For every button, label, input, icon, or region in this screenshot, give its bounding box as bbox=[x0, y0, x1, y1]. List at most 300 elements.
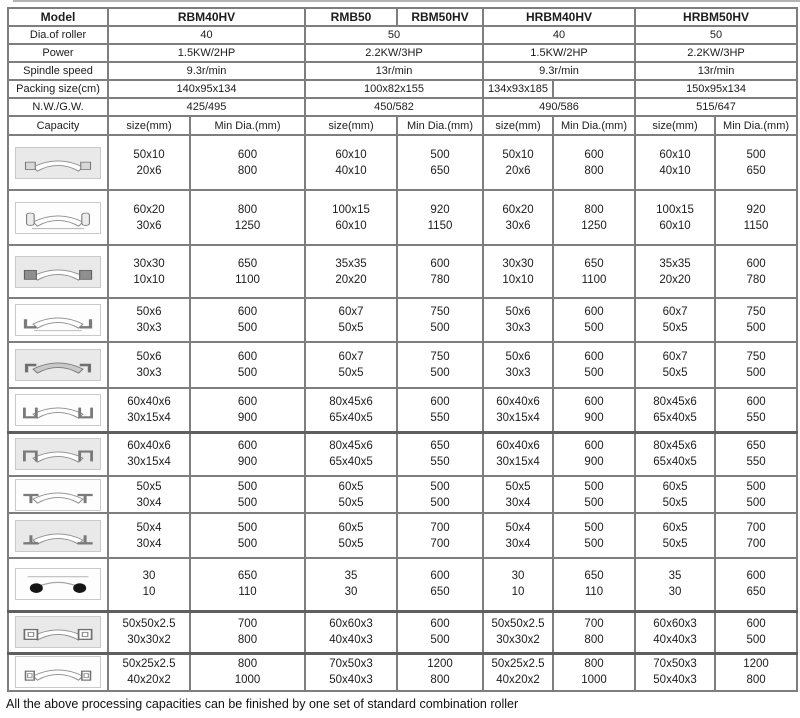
size-value: 60x7 bbox=[338, 351, 364, 363]
capacity-min-dia-cell bbox=[397, 190, 483, 245]
profile-square-bar-icon bbox=[15, 256, 101, 288]
size-value: 30x6 bbox=[505, 219, 531, 232]
min-dia-value: 1200 bbox=[427, 658, 453, 671]
capacity-row bbox=[8, 476, 797, 513]
capacity-size-cell bbox=[483, 513, 553, 558]
capacity-min-dia-cell bbox=[715, 342, 797, 388]
spec-value: 40 bbox=[108, 26, 305, 44]
capacity-size-cell bbox=[108, 245, 190, 298]
min-dia-value: 500 bbox=[237, 537, 258, 550]
min-dia-header: Min Dia.(mm) bbox=[397, 116, 483, 135]
min-dia-value: 800 bbox=[430, 674, 450, 687]
size-value: 65x40x5 bbox=[653, 411, 697, 424]
capacity-min-dia-cell bbox=[397, 298, 483, 342]
min-dia-value: 650 bbox=[237, 570, 258, 583]
size-value: 50x6 bbox=[505, 351, 531, 363]
capacity-size-cell bbox=[305, 298, 397, 342]
capacity-min-dia-cell bbox=[553, 135, 635, 190]
min-dia-value: 600 bbox=[746, 618, 766, 630]
size-value: 50x4 bbox=[136, 521, 162, 534]
min-dia-value: 500 bbox=[746, 480, 766, 493]
min-dia-value: 600 bbox=[584, 306, 604, 318]
min-dia-value: 550 bbox=[746, 411, 766, 424]
min-dia-value: 550 bbox=[746, 456, 766, 469]
capacity-row bbox=[8, 388, 797, 432]
spec-value: 2.2KW/3HP bbox=[305, 44, 483, 62]
size-value: 30x4 bbox=[136, 537, 162, 550]
size-value: 35x35 bbox=[659, 257, 691, 270]
capacity-size-cell bbox=[635, 190, 715, 245]
capacity-size-cell bbox=[305, 558, 397, 611]
min-dia-value: 750 bbox=[430, 351, 450, 363]
capacity-icon-cell bbox=[8, 653, 108, 691]
min-dia-value: 550 bbox=[430, 411, 450, 424]
min-dia-value: 650 bbox=[237, 257, 258, 270]
capacity-min-dia-cell bbox=[715, 388, 797, 432]
min-dia-value: 600 bbox=[430, 257, 450, 270]
min-dia-value: 600 bbox=[584, 351, 604, 363]
size-value: 40x10 bbox=[335, 164, 367, 177]
spec-value: 150x95x134 bbox=[635, 80, 797, 98]
min-dia-value: 900 bbox=[237, 411, 258, 424]
capacity-size-cell bbox=[483, 558, 553, 611]
size-value: 100x15 bbox=[656, 203, 694, 216]
capacity-min-dia-cell bbox=[190, 342, 305, 388]
capacity-min-dia-cell bbox=[553, 342, 635, 388]
min-dia-value: 500 bbox=[584, 322, 604, 334]
spec-value: 134x93x185 bbox=[483, 80, 553, 98]
size-value: 50x6 bbox=[136, 351, 162, 363]
size-value: 50x40x3 bbox=[329, 674, 373, 687]
size-value: 40x20x2 bbox=[496, 674, 540, 687]
min-dia-value: 600 bbox=[584, 148, 604, 161]
capacity-min-dia-cell bbox=[397, 432, 483, 476]
size-value: 50x10 bbox=[502, 148, 534, 161]
capacity-size-cell bbox=[108, 432, 190, 476]
capacity-min-dia-cell bbox=[715, 298, 797, 342]
profile-tee-out-icon bbox=[15, 479, 101, 511]
spec-label: Packing size(cm) bbox=[8, 80, 108, 98]
size-value: 40x40x3 bbox=[653, 634, 697, 646]
min-dia-value: 800 bbox=[584, 164, 604, 177]
spec-row-packing-size bbox=[8, 80, 797, 98]
capacity-icon-cell bbox=[8, 513, 108, 558]
profile-rect-tube-icon bbox=[15, 656, 101, 688]
size-value: 60x40x6 bbox=[496, 440, 540, 453]
min-dia-value: 500 bbox=[237, 521, 258, 534]
size-value: 50x5 bbox=[338, 537, 364, 550]
capacity-min-dia-cell bbox=[397, 388, 483, 432]
size-value: 30x30x2 bbox=[496, 634, 540, 646]
min-dia-value: 800 bbox=[237, 634, 258, 646]
capacity-min-dia-cell bbox=[397, 476, 483, 513]
min-dia-value: 500 bbox=[746, 367, 766, 379]
min-dia-value: 1000 bbox=[234, 674, 261, 687]
size-value: 30x15x4 bbox=[496, 411, 540, 424]
spec-row-spindle-speed bbox=[8, 62, 797, 80]
capacity-min-dia-cell bbox=[553, 190, 635, 245]
size-value: 40x40x3 bbox=[329, 634, 373, 646]
size-value: 60x5 bbox=[338, 480, 364, 493]
capacity-size-cell bbox=[305, 476, 397, 513]
capacity-size-cell bbox=[305, 190, 397, 245]
size-value: 50x5 bbox=[505, 480, 531, 493]
capacity-size-cell bbox=[483, 298, 553, 342]
capacity-size-cell bbox=[108, 190, 190, 245]
profile-channel-out-icon bbox=[15, 394, 101, 426]
min-dia-value: 500 bbox=[746, 148, 766, 161]
size-value: 50x50x2.5 bbox=[491, 618, 545, 630]
size-value: 50x5 bbox=[338, 322, 364, 334]
size-value: 20x6 bbox=[136, 164, 162, 177]
size-value: 30x6 bbox=[136, 219, 162, 232]
min-dia-value: 700 bbox=[746, 521, 766, 534]
capacity-size-cell bbox=[108, 135, 190, 190]
size-value: 50x25x2.5 bbox=[122, 658, 176, 671]
capacity-size-cell bbox=[483, 432, 553, 476]
capacity-min-dia-cell bbox=[190, 135, 305, 190]
capacity-min-dia-cell bbox=[553, 245, 635, 298]
min-dia-value: 1100 bbox=[235, 273, 260, 286]
min-dia-value: 1000 bbox=[581, 674, 607, 687]
capacity-min-dia-cell bbox=[553, 476, 635, 513]
capacity-min-dia-cell bbox=[190, 513, 305, 558]
size-value: 60x40x6 bbox=[496, 395, 540, 408]
capacity-min-dia-cell bbox=[190, 432, 305, 476]
capacity-size-cell bbox=[108, 611, 190, 653]
size-value: 50x10 bbox=[133, 148, 165, 161]
spec-value: 1.5KW/2HP bbox=[483, 44, 635, 62]
spec-label: Power bbox=[8, 44, 108, 62]
capacity-min-dia-cell bbox=[715, 245, 797, 298]
min-dia-value: 800 bbox=[584, 658, 604, 671]
min-dia-header: Min Dia.(mm) bbox=[190, 116, 305, 135]
capacity-icon-cell bbox=[8, 432, 108, 476]
size-value: 100x15 bbox=[332, 203, 370, 216]
size-value: 65x40x5 bbox=[653, 456, 697, 469]
model-name-rbm50hv: RBM50HV bbox=[397, 8, 483, 26]
size-value: 30x15x4 bbox=[127, 456, 171, 469]
capacity-size-cell bbox=[635, 432, 715, 476]
min-dia-value: 700 bbox=[237, 618, 258, 630]
min-dia-value: 500 bbox=[430, 480, 450, 493]
capacity-size-cell bbox=[635, 342, 715, 388]
min-dia-value: 500 bbox=[237, 480, 258, 493]
min-dia-value: 1150 bbox=[743, 219, 769, 232]
capacity-size-cell bbox=[108, 298, 190, 342]
size-value: 50x25x2.5 bbox=[491, 658, 545, 671]
capacity-body bbox=[8, 135, 797, 691]
capacity-size-cell bbox=[483, 245, 553, 298]
spec-value: 13r/min bbox=[635, 62, 797, 80]
profile-angle-leg-out-icon bbox=[15, 304, 101, 336]
size-value: 70x50x3 bbox=[653, 658, 697, 671]
capacity-row bbox=[8, 513, 797, 558]
size-value: 30x15x4 bbox=[127, 411, 171, 424]
capacity-min-dia-cell bbox=[715, 476, 797, 513]
min-dia-value: 1150 bbox=[427, 219, 453, 232]
model-label: Model bbox=[8, 8, 108, 26]
size-value: 80x45x6 bbox=[653, 395, 697, 408]
capacity-row bbox=[8, 135, 797, 190]
min-dia-value: 500 bbox=[430, 496, 450, 509]
capacity-icon-cell bbox=[8, 135, 108, 190]
size-value: 80x45x6 bbox=[329, 395, 373, 408]
capacity-icon-cell bbox=[8, 342, 108, 388]
min-dia-value: 500 bbox=[584, 521, 604, 534]
min-dia-value: 900 bbox=[584, 456, 604, 469]
size-value: 50x5 bbox=[662, 537, 688, 550]
spec-value: 1.5KW/2HP bbox=[108, 44, 305, 62]
capacity-min-dia-cell bbox=[715, 611, 797, 653]
capacity-row bbox=[8, 245, 797, 298]
profile-square-tube-icon bbox=[15, 616, 101, 648]
min-dia-value: 900 bbox=[237, 456, 258, 469]
capacity-min-dia-cell bbox=[397, 342, 483, 388]
capacity-min-dia-cell bbox=[190, 245, 305, 298]
size-value: 20x6 bbox=[505, 164, 531, 177]
min-dia-value: 500 bbox=[746, 322, 766, 334]
capacity-row bbox=[8, 432, 797, 476]
min-dia-value: 750 bbox=[746, 306, 766, 318]
spec-value: 9.3r/min bbox=[108, 62, 305, 80]
capacity-size-cell bbox=[483, 135, 553, 190]
capacity-min-dia-cell bbox=[553, 611, 635, 653]
capacity-min-dia-cell bbox=[553, 653, 635, 691]
size-value: 35 bbox=[344, 570, 358, 583]
size-value: 60x10 bbox=[335, 219, 367, 232]
min-dia-value: 500 bbox=[746, 634, 766, 646]
min-dia-value: 700 bbox=[746, 537, 766, 550]
size-value: 50x5 bbox=[338, 496, 364, 509]
capacity-row bbox=[8, 342, 797, 388]
min-dia-value: 650 bbox=[746, 586, 766, 599]
size-value: 30 bbox=[668, 586, 682, 599]
min-dia-value: 800 bbox=[584, 634, 604, 646]
capacity-min-dia-cell bbox=[397, 611, 483, 653]
min-dia-value: 550 bbox=[430, 456, 450, 469]
size-value: 30 bbox=[142, 570, 156, 583]
min-dia-value: 650 bbox=[584, 257, 604, 270]
capacity-size-cell bbox=[305, 245, 397, 298]
min-dia-value: 700 bbox=[430, 521, 450, 534]
profile-flat-bar-flatwise-icon bbox=[15, 202, 101, 234]
capacity-size-cell bbox=[305, 513, 397, 558]
size-value: 50x5 bbox=[338, 367, 364, 379]
capacity-min-dia-cell bbox=[553, 513, 635, 558]
size-value: 60x20 bbox=[502, 203, 534, 216]
size-value: 60x7 bbox=[662, 351, 688, 363]
min-dia-value: 600 bbox=[430, 570, 450, 583]
spec-row-weight bbox=[8, 98, 797, 116]
capacity-min-dia-cell bbox=[397, 513, 483, 558]
capacity-size-cell bbox=[635, 653, 715, 691]
capacity-size-cell bbox=[635, 611, 715, 653]
min-dia-value: 1100 bbox=[581, 273, 607, 286]
size-header: size(mm) bbox=[635, 116, 715, 135]
size-value: 60x60x3 bbox=[653, 618, 697, 630]
capacity-min-dia-cell bbox=[190, 190, 305, 245]
spec-value: 100x82x155 bbox=[305, 80, 483, 98]
min-dia-value: 920 bbox=[746, 203, 766, 216]
size-value: 30x4 bbox=[136, 496, 162, 509]
capacity-size-cell bbox=[305, 342, 397, 388]
size-value: 70x50x3 bbox=[329, 658, 373, 671]
size-value: 10x10 bbox=[133, 273, 165, 286]
capacity-size-cell bbox=[635, 298, 715, 342]
min-dia-value: 600 bbox=[746, 257, 766, 270]
min-dia-value: 600 bbox=[584, 440, 604, 453]
capacity-min-dia-cell bbox=[553, 558, 635, 611]
capacity-size-cell bbox=[305, 388, 397, 432]
min-dia-value: 110 bbox=[238, 586, 257, 599]
capacity-icon-cell bbox=[8, 245, 108, 298]
size-value: 30x30x2 bbox=[127, 634, 171, 646]
size-value: 60x60x3 bbox=[329, 618, 373, 630]
min-dia-value: 500 bbox=[584, 496, 604, 509]
capacity-size-cell bbox=[305, 653, 397, 691]
size-value: 65x40x5 bbox=[329, 411, 373, 424]
capacity-min-dia-cell bbox=[190, 558, 305, 611]
capacity-min-dia-cell bbox=[715, 432, 797, 476]
size-header: size(mm) bbox=[108, 116, 190, 135]
min-dia-value: 800 bbox=[237, 164, 258, 177]
capacity-size-cell bbox=[108, 388, 190, 432]
min-dia-value: 780 bbox=[746, 273, 766, 286]
min-dia-value: 900 bbox=[584, 411, 604, 424]
capacity-row bbox=[8, 653, 797, 691]
capacity-icon-cell bbox=[8, 611, 108, 653]
capacity-min-dia-cell bbox=[190, 388, 305, 432]
min-dia-value: 750 bbox=[746, 351, 766, 363]
size-value: 60x10 bbox=[659, 219, 691, 232]
size-value: 30x3 bbox=[136, 322, 162, 334]
size-value: 30x4 bbox=[505, 496, 531, 509]
size-value: 30 bbox=[511, 570, 525, 583]
spec-row-roller-dia bbox=[8, 26, 797, 44]
min-dia-value: 500 bbox=[430, 148, 450, 161]
spec-value: 50 bbox=[635, 26, 797, 44]
capacity-min-dia-cell bbox=[553, 388, 635, 432]
size-value: 60x20 bbox=[133, 203, 165, 216]
min-dia-value: 500 bbox=[237, 322, 258, 334]
spec-value: 490/586 bbox=[483, 98, 635, 116]
capacity-icon-cell bbox=[8, 558, 108, 611]
profile-flat-bar-edgewise-icon bbox=[15, 147, 101, 179]
capacity-size-cell bbox=[635, 513, 715, 558]
min-dia-value: 650 bbox=[746, 164, 766, 177]
model-name-hrbm40hv: HRBM40HV bbox=[483, 8, 635, 26]
size-value: 30x3 bbox=[505, 322, 531, 334]
capacity-row bbox=[8, 190, 797, 245]
capacity-size-cell bbox=[483, 653, 553, 691]
capacity-min-dia-cell bbox=[190, 653, 305, 691]
min-dia-value: 500 bbox=[584, 480, 604, 493]
footer-note: All the above processing capacities can be finished by one set of standard combination roller bbox=[6, 697, 519, 711]
spec-value: 2.2KW/3HP bbox=[635, 44, 797, 62]
min-dia-value: 600 bbox=[237, 440, 258, 453]
min-dia-value: 600 bbox=[746, 395, 766, 408]
size-value: 20x20 bbox=[335, 273, 367, 286]
capacity-min-dia-cell bbox=[553, 298, 635, 342]
min-dia-value: 1250 bbox=[234, 219, 261, 232]
profile-channel-in-icon bbox=[15, 438, 101, 470]
min-dia-value: 500 bbox=[430, 322, 450, 334]
min-dia-value: 800 bbox=[584, 203, 604, 216]
size-value: 60x10 bbox=[335, 148, 367, 161]
min-dia-value: 800 bbox=[237, 203, 258, 216]
min-dia-header: Min Dia.(mm) bbox=[553, 116, 635, 135]
size-value: 60x7 bbox=[662, 306, 688, 318]
top-edge-artifact bbox=[13, 0, 800, 2]
size-value: 40x10 bbox=[659, 164, 691, 177]
capacity-min-dia-cell bbox=[715, 190, 797, 245]
min-dia-value: 920 bbox=[430, 203, 450, 216]
capacity-min-dia-cell bbox=[715, 135, 797, 190]
size-value: 30x3 bbox=[136, 367, 162, 379]
size-value: 10 bbox=[511, 586, 525, 599]
size-value: 50x6 bbox=[505, 306, 531, 318]
size-value: 50x5 bbox=[136, 480, 162, 493]
size-value: 50x50x2.5 bbox=[122, 618, 176, 630]
capacity-size-cell bbox=[483, 476, 553, 513]
capacity-min-dia-cell bbox=[715, 558, 797, 611]
model-name-hrbm50hv: HRBM50HV bbox=[635, 8, 797, 26]
size-value: 60x5 bbox=[662, 521, 688, 534]
min-dia-value: 500 bbox=[430, 634, 450, 646]
size-value: 20x20 bbox=[659, 273, 691, 286]
size-value: 10x10 bbox=[502, 273, 534, 286]
size-value: 50x5 bbox=[662, 367, 688, 379]
min-dia-value: 500 bbox=[584, 537, 604, 550]
capacity-size-cell bbox=[108, 558, 190, 611]
size-value: 30 bbox=[344, 586, 358, 599]
capacity-icon-cell bbox=[8, 190, 108, 245]
min-dia-value: 600 bbox=[237, 351, 258, 363]
capacity-size-cell bbox=[635, 135, 715, 190]
capacity-min-dia-cell bbox=[397, 245, 483, 298]
size-value: 50x5 bbox=[662, 322, 688, 334]
capacity-min-dia-cell bbox=[397, 135, 483, 190]
spec-label: N.W./G.W. bbox=[8, 98, 108, 116]
min-dia-value: 600 bbox=[584, 395, 604, 408]
capacity-size-cell bbox=[483, 611, 553, 653]
model-row bbox=[8, 8, 797, 26]
capacity-min-dia-cell bbox=[715, 653, 797, 691]
min-dia-value: 600 bbox=[430, 618, 450, 630]
size-header: size(mm) bbox=[483, 116, 553, 135]
spec-value: 50 bbox=[305, 26, 483, 44]
min-dia-header: Min Dia.(mm) bbox=[715, 116, 797, 135]
min-dia-value: 650 bbox=[584, 570, 604, 583]
min-dia-value: 500 bbox=[237, 496, 258, 509]
spec-label: Dia.of roller bbox=[8, 26, 108, 44]
size-value: 50x40x3 bbox=[653, 674, 697, 687]
spec-row-power bbox=[8, 44, 797, 62]
capacity-size-cell bbox=[483, 190, 553, 245]
model-name-rmb50: RMB50 bbox=[305, 8, 397, 26]
size-header: size(mm) bbox=[305, 116, 397, 135]
capacity-min-dia-cell bbox=[397, 653, 483, 691]
capacity-min-dia-cell bbox=[715, 513, 797, 558]
capacity-header-row bbox=[8, 116, 797, 135]
capacity-size-cell bbox=[635, 476, 715, 513]
spec-value: 9.3r/min bbox=[483, 62, 635, 80]
size-value: 30x30 bbox=[502, 257, 534, 270]
capacity-size-cell bbox=[305, 432, 397, 476]
capacity-icon-cell bbox=[8, 298, 108, 342]
capacity-size-cell bbox=[108, 653, 190, 691]
